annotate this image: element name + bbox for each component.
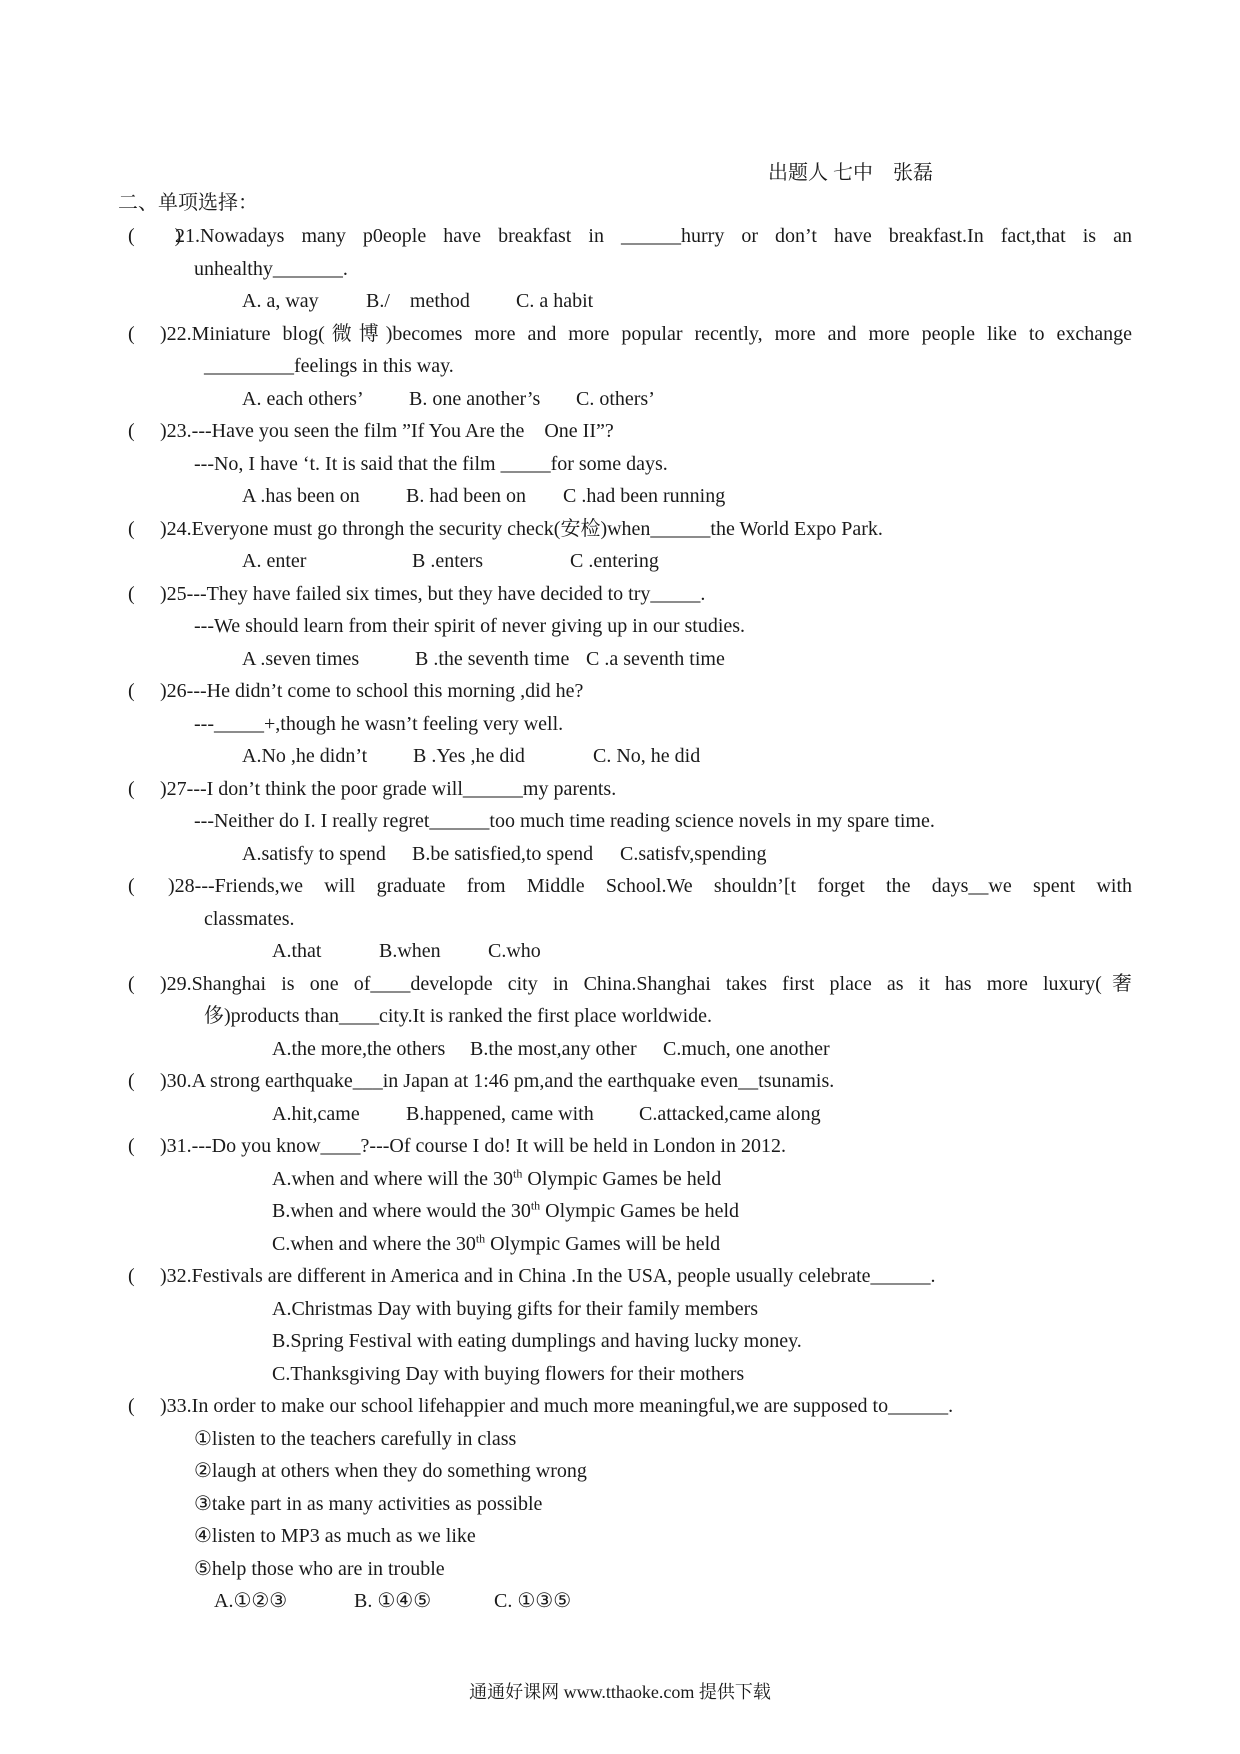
answer-bracket: ( xyxy=(128,1265,135,1287)
question-continuation: ---We should learn from their spirit of never giving up in our studies. xyxy=(194,615,746,637)
answer-bracket: ( ) xyxy=(128,225,182,247)
option-a: A.satisfy to spend xyxy=(242,842,386,865)
question-stem: )25---They have failed six times, but they have decided to try_____. xyxy=(160,582,706,605)
option-b: B. ①④⑤ xyxy=(354,1590,432,1612)
section-title: 二、单项选择： xyxy=(118,192,258,214)
option-c: C.when and where the 30th Olympic Games will be held xyxy=(272,1230,721,1255)
question-stem: )23.---Have you seen the film ”If You Are the One II”? xyxy=(160,420,614,442)
question-31 xyxy=(120,1130,1132,1163)
option-b: B.happened, came with xyxy=(406,1102,594,1125)
option-b: B. one another’s xyxy=(409,387,541,410)
option-c: C. a habit xyxy=(516,290,594,312)
option-c: C .had been running xyxy=(563,485,726,507)
option-c: C. No, he did xyxy=(593,745,701,767)
option-c: C.attacked,came along xyxy=(639,1102,821,1125)
question-continuation: ---No, I have ‘t. It is said that the film _____for some days. xyxy=(194,452,668,475)
options-30 xyxy=(272,1098,821,1131)
question-stem: )33.In order to make our school lifehappier and much more meaningful,we are supposed to______. xyxy=(160,1395,954,1417)
question-stem: )28---Friends,we will graduate from Middle School.We shouldn’[t forget the days__we spent with xyxy=(168,875,1132,897)
option-a: A. enter xyxy=(242,550,307,572)
author-line: 出题人 七中 张磊 xyxy=(768,162,933,184)
option-b: B.be satisfied,to spend xyxy=(412,842,594,865)
option-b: B .Yes ,he did xyxy=(413,745,525,767)
question-32 xyxy=(120,1260,1132,1293)
list-item: ④listen to MP3 as much as we like xyxy=(194,1525,476,1547)
question-26 xyxy=(120,675,1132,708)
option-a: A.Christmas Day with buying gifts for their family members xyxy=(272,1297,759,1320)
answer-bracket: ( xyxy=(128,517,135,540)
option-c: C.much, one another xyxy=(663,1037,830,1060)
option-c: C.Thanksgiving Day with buying flowers for their mothers xyxy=(272,1362,745,1385)
answer-bracket: ( xyxy=(128,680,135,702)
options-24 xyxy=(242,545,659,578)
option-c: C.satisfv,spending xyxy=(620,842,767,865)
answer-bracket: ( xyxy=(128,420,135,442)
options-21 xyxy=(242,285,593,318)
list-item: ⑤help those who are in trouble xyxy=(194,1557,445,1580)
option-b: B.when xyxy=(379,940,441,962)
options-22 xyxy=(242,383,655,416)
question-list xyxy=(120,220,1132,1618)
question-23 xyxy=(120,415,1132,448)
question-28 xyxy=(120,870,1132,903)
option-a: A.that xyxy=(272,940,322,962)
list-item: ③take part in as many activities as possible xyxy=(194,1492,543,1515)
option-b: B.the most,any other xyxy=(470,1037,637,1060)
question-stem: )29.Shanghai is one of____developde city in China.Shanghai takes first place as it has more luxury(奢 xyxy=(160,972,1132,995)
question-21 xyxy=(120,220,1132,253)
question-stem: )27---I don’t think the poor grade will______my parents. xyxy=(160,777,617,800)
option-a: A. each others’ xyxy=(242,387,364,410)
answer-bracket: ( xyxy=(128,777,135,800)
question-stem: )26---He didn’t come to school this morning ,did he? xyxy=(160,680,584,702)
question-continuation: ---_____+,though he wasn’t feeling very well. xyxy=(194,712,564,735)
question-29 xyxy=(120,968,1132,1001)
question-continuation: _________feelings in this way. xyxy=(204,355,454,377)
option-a: A.hit,came xyxy=(272,1102,360,1125)
options-26 xyxy=(242,740,700,773)
question-stem: 21.Nowadays many p0eople have breakfast in ______hurry or don’t have breakfast.In fact,that is an xyxy=(175,225,1132,247)
question-stem: )30.A strong earthquake___in Japan at 1:46 pm,and the earthquake even__tsunamis. xyxy=(160,1070,835,1092)
question-22 xyxy=(120,318,1132,351)
question-24 xyxy=(120,513,1132,546)
option-b: B.when and where would the 30th Olympic Games be held xyxy=(272,1198,740,1222)
list-item: ②laugh at others when they do something wrong xyxy=(194,1460,587,1482)
answer-bracket: ( xyxy=(128,322,135,345)
question-continuation: classmates. xyxy=(204,907,295,930)
question-stem: )32.Festivals are different in America and in China .In the USA, people usually celebrate______. xyxy=(160,1265,936,1287)
option-b: B. had been on xyxy=(406,485,526,507)
answer-bracket: ( xyxy=(128,1395,135,1417)
option-b: B .the seventh time xyxy=(415,647,570,670)
option-a: A .has been on xyxy=(242,485,360,507)
option-b: B./ method xyxy=(366,290,470,312)
footer-source: 通通好课网 www.tthaoke.com 提供下载 xyxy=(469,1682,771,1702)
question-27 xyxy=(120,773,1132,806)
question-continuation: unhealthy_______. xyxy=(194,257,348,280)
options-33 xyxy=(214,1585,571,1618)
options-28 xyxy=(272,935,541,968)
list-item: ①listen to the teachers carefully in class xyxy=(194,1427,517,1450)
question-continuation: ---Neither do I. I really regret______too much time reading science novels in my spare time. xyxy=(194,810,935,832)
question-stem: )22.Miniature blog(微博)becomes more and more popular recently, more and more people like to exchange xyxy=(160,322,1132,345)
question-continuation: 侈)products than____city.It is ranked the first place worldwide. xyxy=(204,1005,713,1027)
options-27 xyxy=(242,838,766,871)
option-b: B.Spring Festival with eating dumplings and having lucky money. xyxy=(272,1330,802,1352)
answer-bracket: ( xyxy=(128,1070,135,1092)
answer-bracket: ( xyxy=(128,582,135,605)
option-a: A.No ,he didn’t xyxy=(242,745,368,767)
option-b: B .enters xyxy=(412,550,484,572)
option-c: C. others’ xyxy=(576,387,655,410)
option-a: A.when and where will the 30th Olympic Games be held xyxy=(272,1165,722,1190)
option-a: A. a, way xyxy=(242,290,319,312)
question-33 xyxy=(120,1390,1132,1423)
answer-bracket: ( xyxy=(128,972,135,995)
answer-bracket: ( xyxy=(128,1135,135,1157)
question-stem: )24.Everyone must go throngh the security check(安检)when______the World Expo Park. xyxy=(160,517,883,540)
option-c: C. ①③⑤ xyxy=(494,1590,572,1612)
option-a: A.①②③ xyxy=(214,1590,288,1612)
question-stem: )31.---Do you know____?---Of course I do! It will be held in London in 2012. xyxy=(160,1135,786,1157)
option-c: C .a seventh time xyxy=(586,647,725,670)
question-25 xyxy=(120,578,1132,611)
option-a: A.the more,the others xyxy=(272,1037,446,1060)
question-30 xyxy=(120,1065,1132,1098)
option-c: C.who xyxy=(488,940,541,962)
answer-bracket: ( xyxy=(128,875,135,897)
options-25 xyxy=(242,643,725,676)
options-23 xyxy=(242,480,725,513)
option-c: C .entering xyxy=(570,550,659,572)
options-29 xyxy=(272,1033,830,1066)
option-a: A .seven times xyxy=(242,647,360,670)
